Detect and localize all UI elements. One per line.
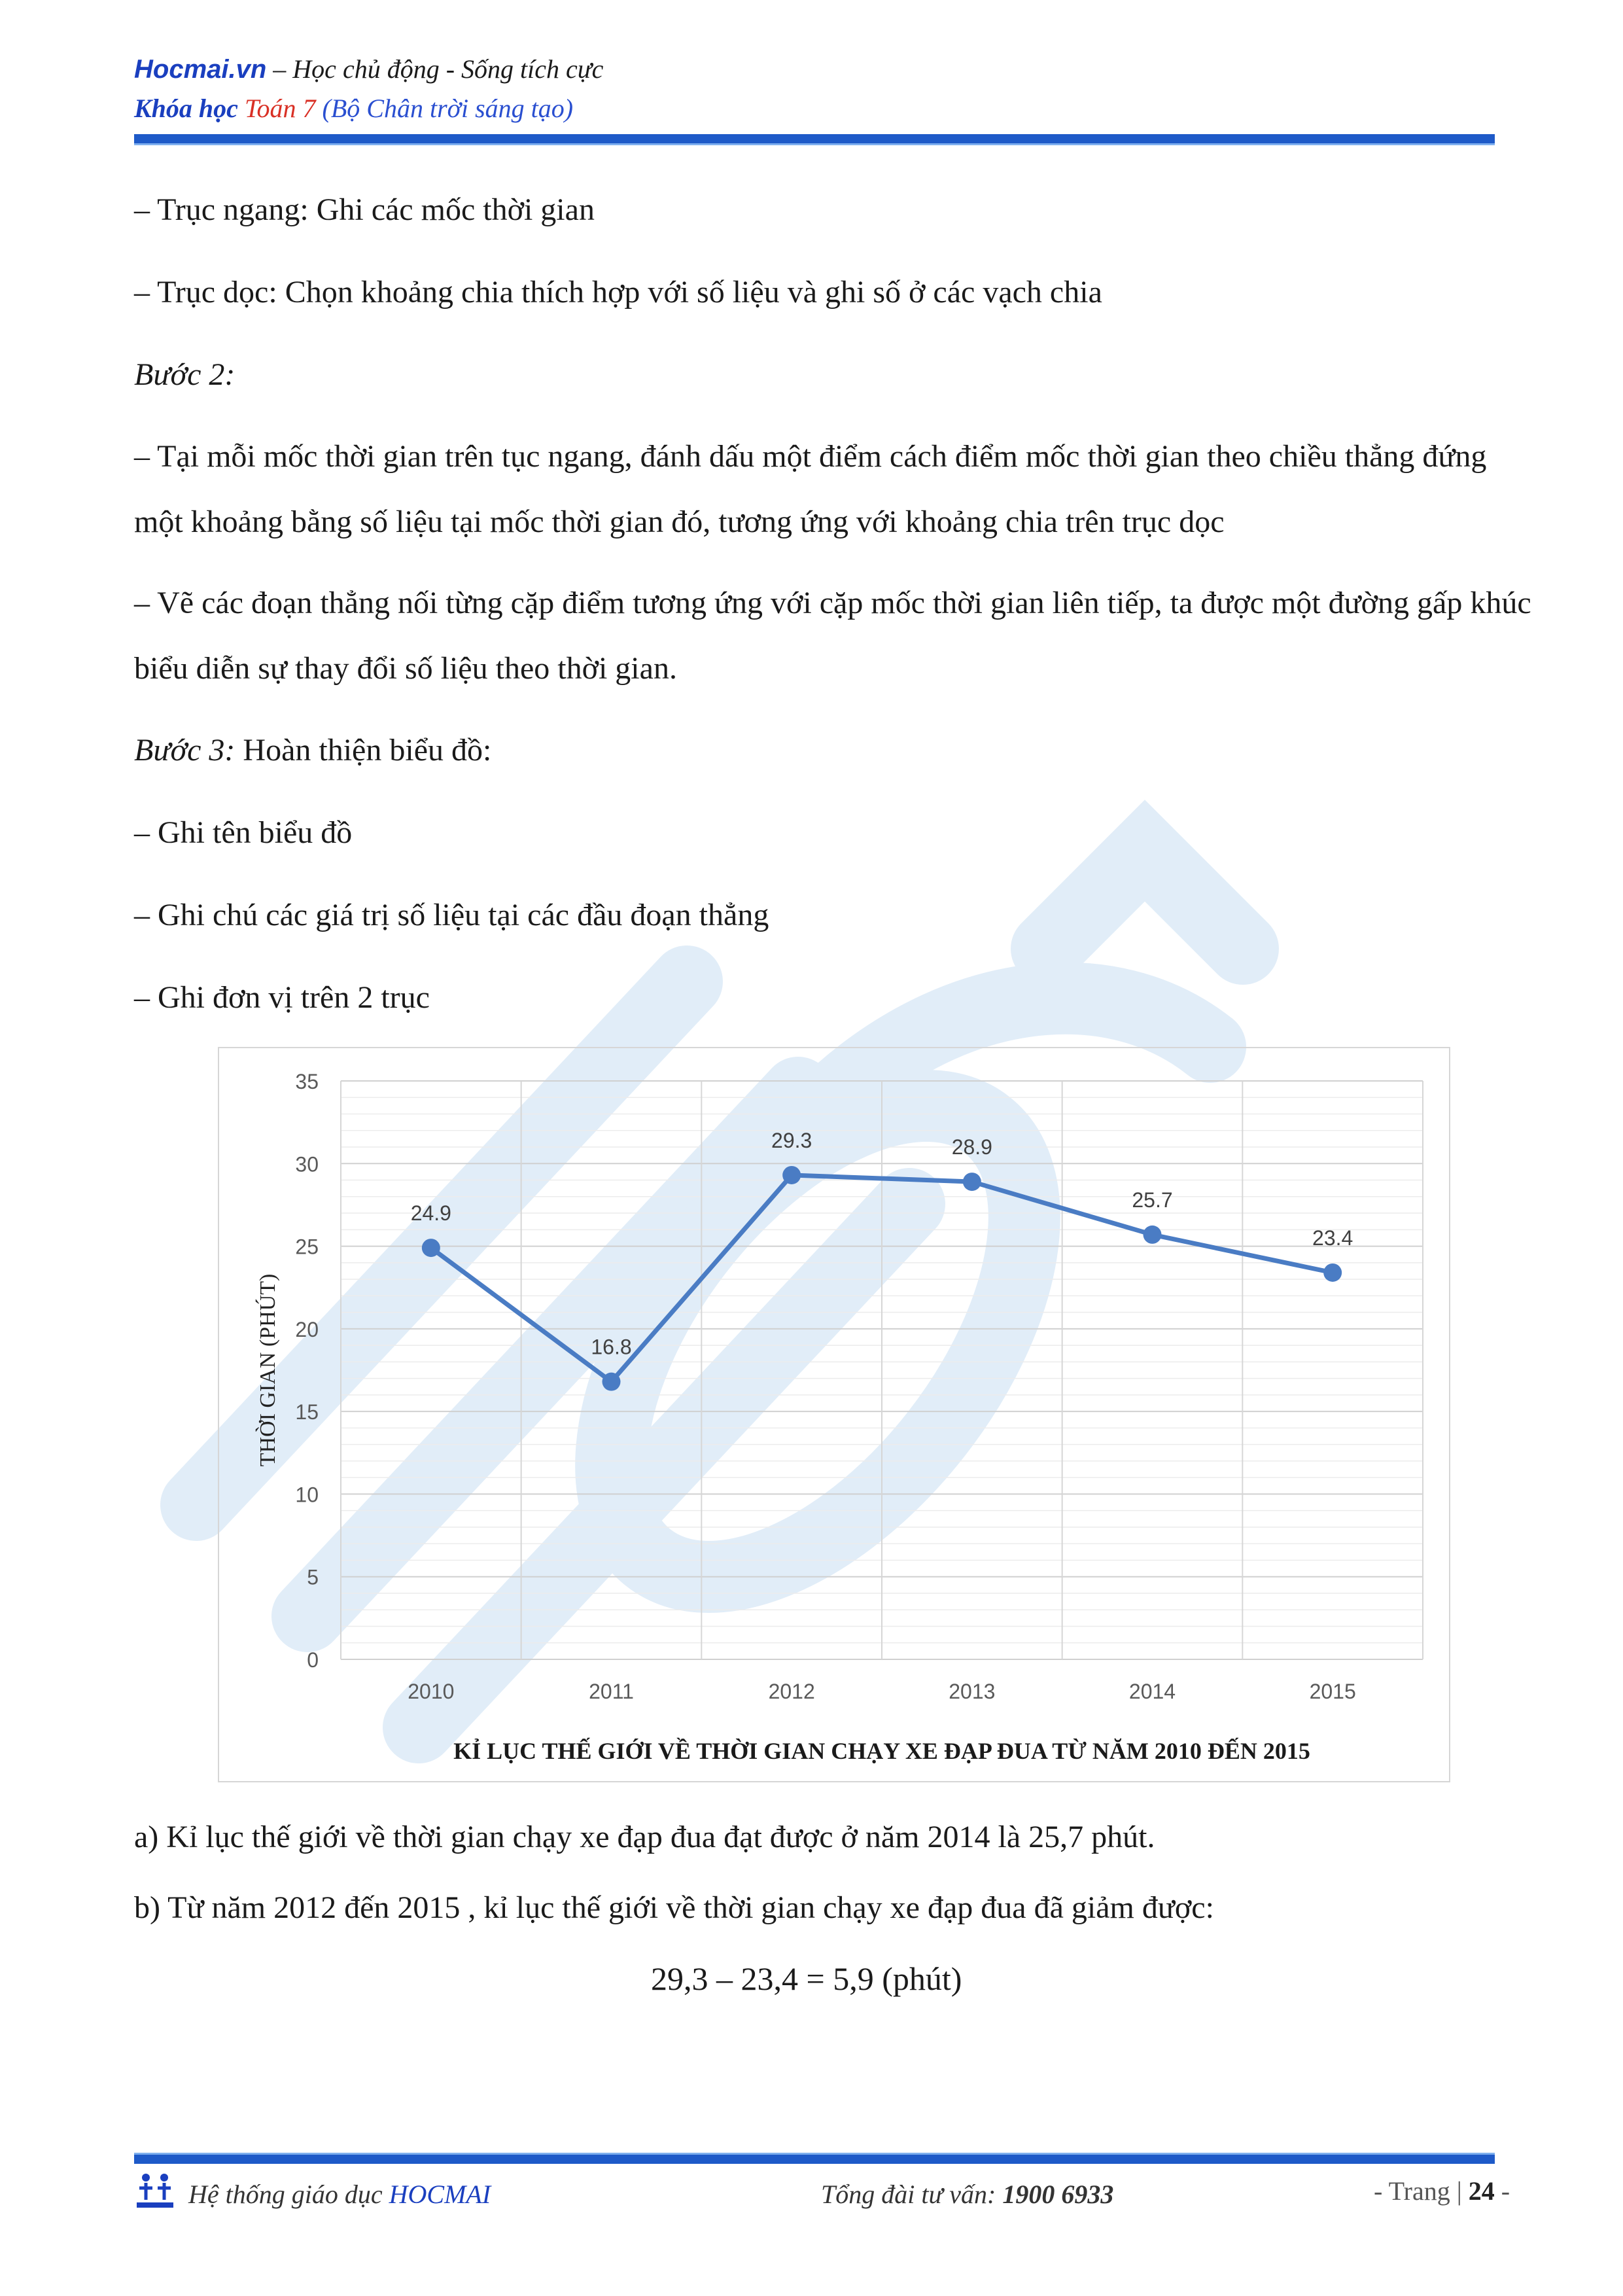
x-tick-label: 2011	[589, 1680, 634, 1703]
step-3-heading: Bước 3:	[134, 733, 236, 768]
step-3-text: Hoàn thiện biểu đồ:	[235, 733, 492, 768]
data-label: 24.9	[410, 1201, 451, 1226]
x-tick-label: 2013	[949, 1680, 996, 1703]
brand-name: Hocmai.vn	[134, 55, 267, 84]
x-tick-label: 2010	[408, 1680, 455, 1703]
hocmai-logo-icon	[134, 2171, 176, 2210]
course-subject: Toán 7	[244, 94, 316, 123]
data-label: 16.8	[591, 1335, 632, 1359]
page-number-value: 24	[1468, 2176, 1495, 2206]
paragraph-axis-units: – Ghi đơn vị trên 2 trục	[134, 980, 430, 1015]
y-tick-label: 35	[295, 1070, 319, 1093]
data-point	[782, 1166, 801, 1184]
y-tick-label: 25	[295, 1235, 319, 1259]
answer-calculation: 29,3 – 23,4 = 5,9 (phút)	[651, 1960, 962, 1997]
y-tick-label: 5	[307, 1565, 319, 1589]
paragraph-vertical-axis: – Trục dọc: Chọn khoảng chia thích hợp với số liệu và ghi số ở các vạch chia	[134, 275, 1102, 309]
hotline-label: Tổng đài tư vấn:	[821, 2180, 1003, 2209]
step-2-heading: Bước 2:	[134, 357, 236, 392]
x-tick-label: 2012	[768, 1680, 815, 1703]
footer-brand: HOCMAI	[389, 2180, 491, 2209]
chart-title: KỈ LỤC THẾ GIỚI VỀ THỜI GIAN CHẠY XE ĐẠP ĐUA TỪ NĂM 2010 ĐẾN 2015	[453, 1738, 1310, 1764]
paragraph-horizontal-axis: – Trục ngang: Ghi các mốc thời gian	[134, 192, 595, 227]
x-tick-label: 2015	[1309, 1680, 1356, 1703]
y-tick-label: 10	[295, 1483, 319, 1507]
header-rule	[134, 134, 1495, 145]
header-course-line	[134, 93, 573, 124]
line-chart	[218, 1047, 1450, 1782]
hotline-number: 1900 6933	[1002, 2180, 1114, 2209]
answer-b: b) Từ năm 2012 đến 2015 , kỉ lục thế giới về thời gian chạy xe đạp đua đã giảm được:	[134, 1890, 1214, 1925]
slogan: – Học chủ động - Sống tích cực	[266, 54, 604, 84]
paragraph-mark-points: – Tại mỗi mốc thời gian trên tục ngang, đánh dấu một điểm cách điểm mốc thời gian theo chiều thẳng đứng một khoảng bằng số liệu tại mốc thời gian đó, tương ứng với khoảng chia trên trục dọc	[134, 439, 1487, 539]
y-tick-label: 20	[295, 1317, 319, 1341]
content	[134, 177, 1541, 1047]
data-label: 23.4	[1312, 1226, 1353, 1250]
footer-system-prefix: Hệ thống giáo dục	[188, 2180, 389, 2209]
y-axis-label: THỜI GIAN (PHÚT)	[256, 1273, 280, 1467]
course-book: (Bộ Chân trời sáng tạo)	[322, 94, 574, 123]
y-tick-label: 0	[307, 1648, 319, 1672]
line-chart-svg	[219, 1048, 1449, 1781]
page-prefix: - Trang |	[1374, 2176, 1469, 2206]
answer-a: a) Kỉ lục thế giới về thời gian chạy xe đạp đua đạt được ở năm 2014 là 25,7 phút.	[134, 1820, 1155, 1854]
data-label: 29.3	[771, 1128, 812, 1152]
data-point	[1143, 1226, 1162, 1244]
data-point	[1323, 1263, 1342, 1282]
data-point	[422, 1239, 440, 1257]
paragraph-chart-title: – Ghi tên biểu đồ	[134, 815, 353, 850]
page-suffix: -	[1494, 2176, 1510, 2206]
course-label: Khóa học	[134, 94, 238, 123]
footer-hotline	[821, 2179, 1113, 2210]
footer-rule	[134, 2153, 1495, 2164]
paragraph-draw-segments: – Vẽ các đoạn thẳng nối từng cặp điểm tương ứng với cặp mốc thời gian liên tiếp, ta được một đường gấp khúc biểu diễn sự thay đổi số liệu theo thời gian.	[134, 586, 1531, 686]
data-point	[602, 1373, 621, 1391]
y-tick-label: 15	[295, 1400, 319, 1424]
header-brand-line	[134, 54, 603, 84]
x-tick-label: 2014	[1128, 1680, 1176, 1703]
footer-system	[188, 2179, 491, 2210]
step-3-line	[134, 717, 1541, 784]
data-label: 25.7	[1132, 1188, 1173, 1212]
paragraph-data-labels: – Ghi chú các giá trị số liệu tại các đầu đoạn thẳng	[134, 898, 769, 932]
data-label: 28.9	[951, 1135, 992, 1159]
y-tick-label: 30	[295, 1152, 319, 1176]
page-number	[1374, 2176, 1510, 2206]
data-point	[963, 1173, 981, 1191]
